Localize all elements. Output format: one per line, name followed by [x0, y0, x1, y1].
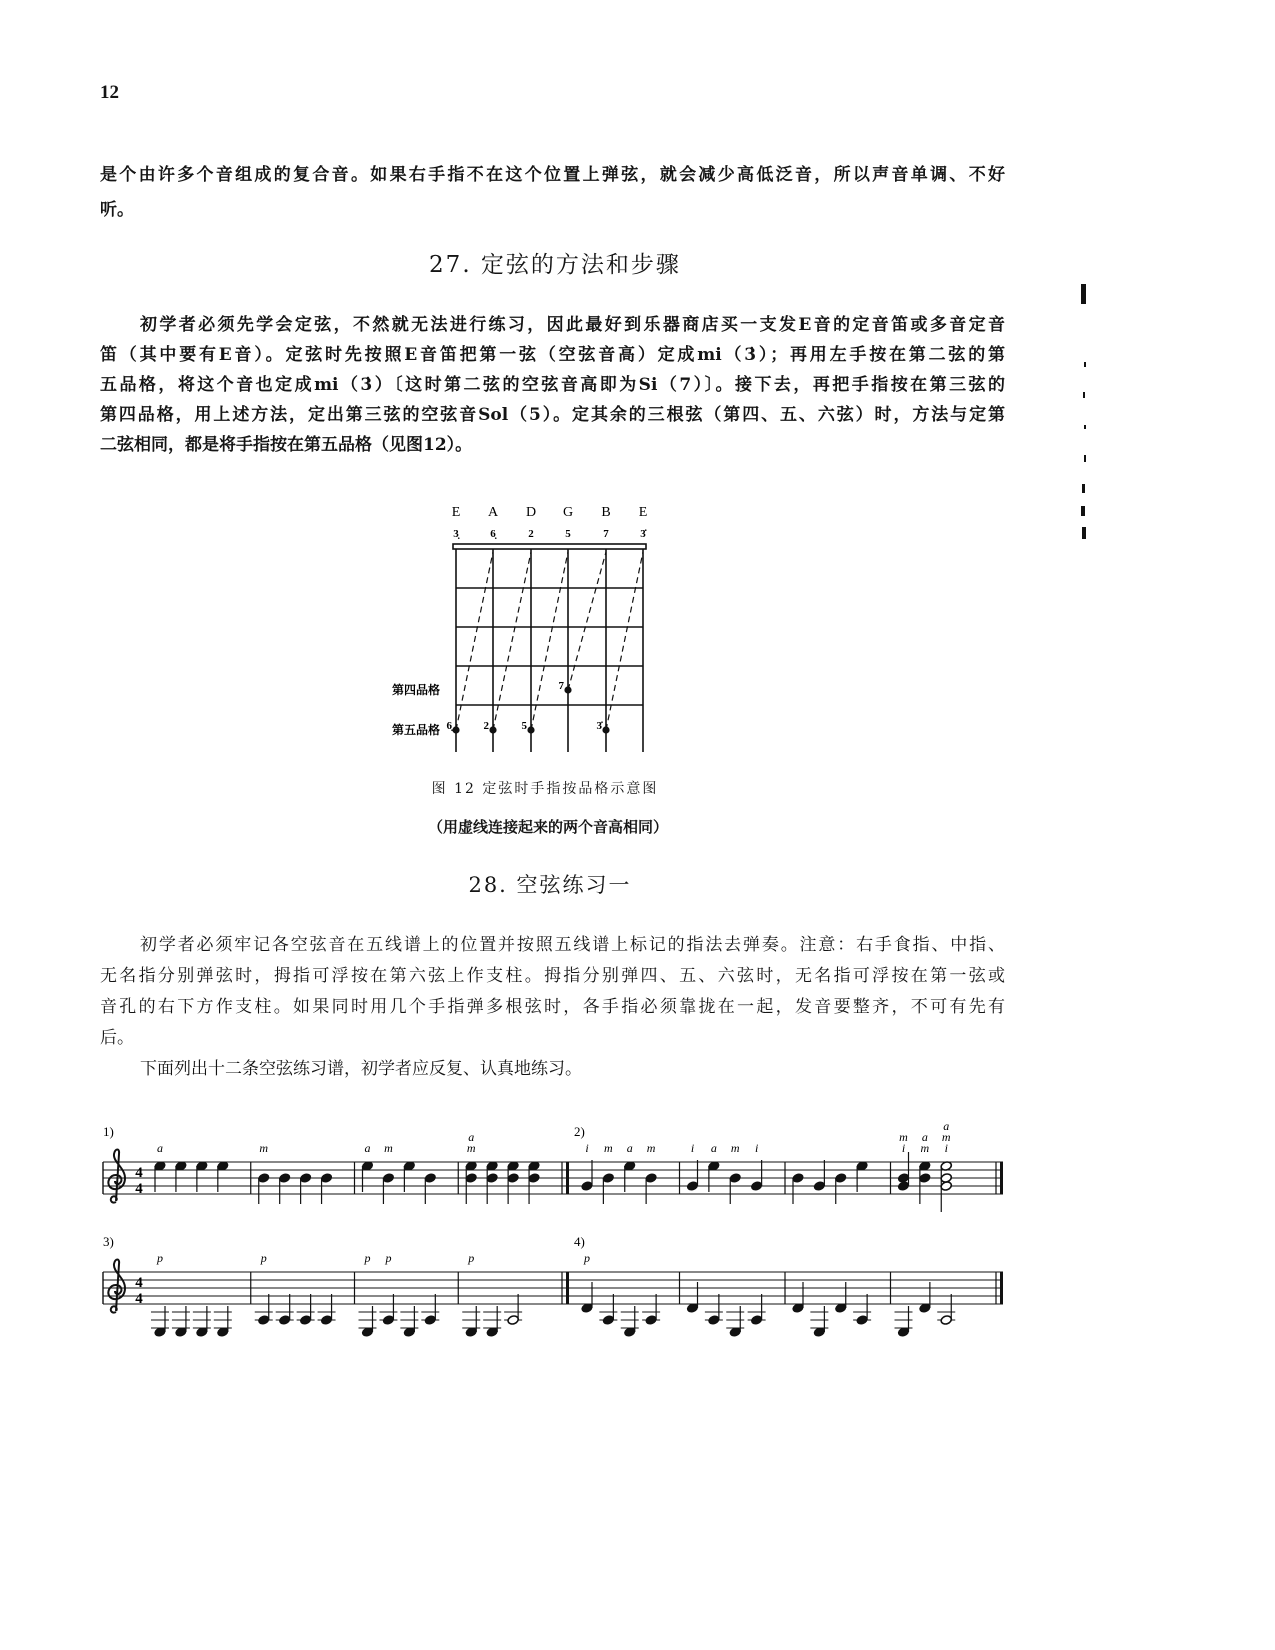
- note-head: [279, 1173, 291, 1184]
- note-head: [465, 1173, 477, 1184]
- string-name: E: [451, 505, 461, 520]
- fingering-label: m: [604, 1141, 613, 1155]
- paragraph-line: 初学者必须先学会定弦，不然就无法进行练习，因此最好到乐器商店买一支发E音的定音笛或多音定音: [140, 315, 1005, 335]
- fingering-label: p: [364, 1251, 371, 1265]
- paragraph-line: 后。: [100, 1028, 134, 1048]
- fretboard-diagram: [360, 495, 660, 760]
- paragraph-line: 下面列出十二条空弦练习谱，初学者应反复、认真地练习。: [140, 1059, 582, 1079]
- string-name: B: [601, 505, 611, 520]
- fingering-label: m: [941, 1130, 951, 1144]
- paragraph-line: 二弦相同，都是将手指按在第五品格（见图12）。: [100, 435, 473, 455]
- fingering-label: a: [921, 1130, 928, 1144]
- time-signature-bottom: 4: [135, 1181, 143, 1197]
- note-head: [528, 1173, 540, 1184]
- fingering-label: m: [646, 1141, 656, 1155]
- scan-mark: [1083, 392, 1085, 398]
- note-head: [940, 1315, 952, 1326]
- fingering-label: a: [157, 1141, 163, 1155]
- note-head: [424, 1173, 436, 1184]
- open-note-label: 7: [603, 528, 609, 540]
- note-head: [835, 1173, 847, 1184]
- double-barline-thick: [566, 1162, 569, 1194]
- note-head: [258, 1315, 270, 1326]
- note-head: [856, 1315, 868, 1326]
- paragraph-line: 是个由许多个音组成的复合音。如果右手指不在这个位置上弹弦，就会减少高低泛音，所以声音单调、不好: [100, 165, 1005, 185]
- fingering-label: m: [730, 1141, 740, 1155]
- paragraph-line: 第四品格，用上述方法，定出第三弦的空弦音Sol（5）。定其余的三根弦（第四、五、六弦）时，方法与定第: [100, 405, 1005, 425]
- exercise-label: 4): [574, 1234, 585, 1249]
- finger-note-label: 6̣: [446, 720, 452, 732]
- same-pitch-link: [568, 552, 606, 690]
- string-name: D: [525, 505, 537, 520]
- note-head: [708, 1315, 720, 1326]
- finger-dot: [602, 726, 609, 733]
- finger-note-label: 2: [483, 720, 489, 732]
- exercise-label: 2): [574, 1124, 585, 1139]
- scan-mark: [1082, 484, 1085, 493]
- fingering-label: m: [384, 1141, 393, 1155]
- paragraph-line: 初学者必须牢记各空弦音在五线谱上的位置并按照五线谱上标记的指法去弹奏。注意：右手食指、中指、: [140, 935, 1005, 955]
- note-head: [686, 1181, 698, 1192]
- paragraph-line: 五品格，将这个音也定成mi（3̇）〔这时第二弦的空弦音高即为Si（7）〕。接下去，再把手指按在第三弦的: [100, 375, 1005, 395]
- section-27-paragraph: [100, 310, 1005, 460]
- note-head: [581, 1181, 593, 1192]
- fingering-label: m: [259, 1141, 269, 1155]
- open-note-label: 6̣: [490, 528, 496, 540]
- finger-dot: [452, 726, 459, 733]
- page-number: 12: [100, 82, 119, 103]
- fingering-label: a: [943, 1119, 950, 1133]
- fingering-label: p: [260, 1251, 267, 1265]
- fingering-label: p: [468, 1251, 475, 1265]
- note-head: [382, 1315, 394, 1326]
- note-head: [897, 1173, 909, 1184]
- treble-clef-icon: [108, 1260, 125, 1313]
- paragraph-line: 笛（其中要有E音）。定弦时先按照E音笛把第一弦（空弦音高）定成mi（3̇）；再用左手按在第二弦的第: [100, 345, 1005, 365]
- fingering-label: m: [920, 1141, 930, 1155]
- note-head: [320, 1173, 332, 1184]
- scan-mark: [1084, 362, 1086, 367]
- fingering-label: m: [466, 1141, 476, 1155]
- note-head: [729, 1173, 741, 1184]
- note-head: [279, 1315, 291, 1326]
- fret-label: 第五品格: [391, 723, 440, 737]
- treble-clef-icon: [108, 1150, 125, 1203]
- open-note-label: 3̇: [640, 528, 646, 540]
- exercise-label: 1): [103, 1124, 114, 1139]
- paragraph-line: 无名指分别弹弦时，拇指可浮按在第六弦上作支柱。拇指分别弹四、五、六弦时，无名指可浮按在第一弦或: [100, 966, 1005, 986]
- note-head: [645, 1315, 657, 1326]
- scan-mark: [1081, 284, 1086, 304]
- note-head: [382, 1173, 394, 1184]
- note-head: [299, 1315, 311, 1326]
- paragraph-line: 听。: [100, 200, 134, 220]
- fingering-label: a: [626, 1141, 633, 1155]
- fingering-label: a: [710, 1141, 717, 1155]
- note-head: [258, 1173, 270, 1184]
- double-barline-thick: [566, 1272, 569, 1304]
- finger-dot: [527, 726, 534, 733]
- music-score: [95, 1110, 1010, 1360]
- time-signature-top: 4: [135, 1165, 143, 1181]
- same-pitch-link: [493, 552, 531, 730]
- note-head: [750, 1315, 762, 1326]
- section-28-heading: 28. 空弦练习一: [468, 873, 632, 897]
- section-28-paragraph: [100, 930, 1005, 1085]
- fingering-label: a: [364, 1141, 371, 1155]
- scan-mark: [1084, 455, 1086, 462]
- double-barline-thick: [1000, 1272, 1003, 1304]
- note-head: [602, 1173, 614, 1184]
- note-head: [813, 1181, 825, 1192]
- fingering-label: p: [584, 1251, 590, 1265]
- string-name: A: [487, 505, 499, 520]
- fingering-label: i: [901, 1141, 906, 1155]
- finger-dot: [489, 726, 496, 733]
- same-pitch-link: [606, 552, 643, 730]
- time-signature-bottom: 4: [135, 1291, 143, 1307]
- scan-mark: [1084, 425, 1086, 429]
- staff-system: [103, 1234, 1003, 1337]
- paragraph-line: 音孔的右下方作支柱。如果同时用几个手指弹多根弦时，各手指必须靠拢在一起，发音要整齐，不可有先有: [100, 997, 1005, 1017]
- string-name: G: [562, 505, 574, 520]
- fingering-label: i: [585, 1141, 589, 1155]
- note-head: [750, 1181, 762, 1192]
- open-note-label: 5: [565, 528, 571, 540]
- intro-paragraph: [100, 158, 1005, 228]
- note-head: [645, 1173, 657, 1184]
- fingering-label: i: [944, 1141, 948, 1155]
- same-pitch-link: [456, 552, 493, 730]
- note-head: [424, 1315, 436, 1326]
- section-27-heading: 27. 定弦的方法和步骤: [429, 252, 681, 278]
- figure-caption: 图 12 定弦时手指按品格示意图: [431, 781, 659, 797]
- open-note-label: 2: [528, 528, 534, 540]
- same-pitch-link: [531, 552, 568, 730]
- scan-mark: [1081, 506, 1085, 516]
- finger-note-label: 5: [521, 720, 527, 732]
- fingering-label: i: [754, 1141, 759, 1155]
- finger-note-label: 3̇: [596, 720, 602, 732]
- fingering-label: m: [899, 1130, 908, 1144]
- note-head: [320, 1315, 332, 1326]
- note-head: [602, 1315, 614, 1326]
- fingering-label: i: [690, 1141, 695, 1155]
- open-note-label: 3̣: [453, 528, 459, 540]
- figure-note: （用虚线连接起来的两个音高相同）: [427, 818, 668, 836]
- note-head: [299, 1173, 311, 1184]
- string-name: E: [638, 505, 648, 520]
- note-head: [486, 1173, 498, 1184]
- nut: [453, 544, 646, 549]
- note-head: [919, 1173, 931, 1184]
- double-barline-thick: [1000, 1162, 1003, 1194]
- note-head: [507, 1173, 519, 1184]
- finger-note-label: 7: [558, 680, 564, 692]
- note-head: [792, 1173, 804, 1184]
- exercise-label: 3): [103, 1234, 114, 1249]
- time-signature-top: 4: [135, 1275, 143, 1291]
- fingering-label: p: [157, 1251, 163, 1265]
- scan-mark: [1082, 527, 1086, 539]
- fingering-label: p: [385, 1251, 392, 1265]
- note-head: [940, 1173, 952, 1184]
- note-head: [507, 1315, 519, 1326]
- finger-dot: [564, 686, 571, 693]
- fret-label: 第四品格: [391, 683, 440, 697]
- fingering-label: a: [468, 1130, 475, 1144]
- staff-system: [103, 1119, 1003, 1212]
